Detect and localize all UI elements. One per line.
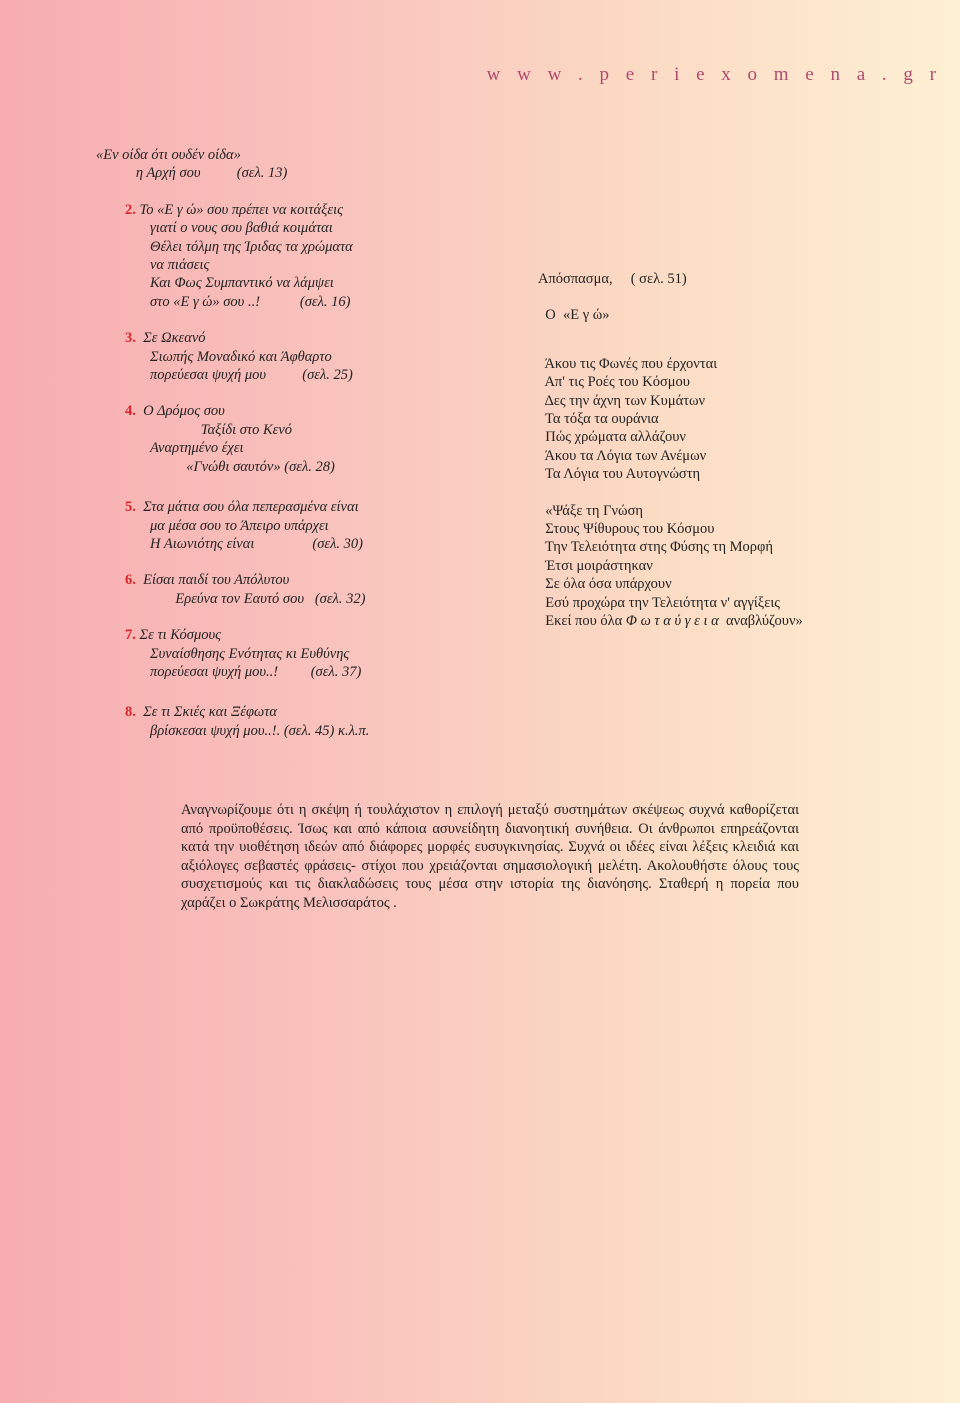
poem-line: Απ' τις Ροές του Κόσμου — [538, 374, 690, 391]
item-number: 4. — [125, 403, 136, 420]
item-line: Συναίσθησης Ενότητας κι Ευθύνης — [150, 645, 350, 662]
poem-line: Την Τελειότητα στης Φύσης τη Μορφή — [538, 539, 773, 556]
poem-line: Τα τόξα τα ουράνια — [538, 411, 659, 428]
item-line: στο «Ε γ ώ» σου ..! (σελ. 16) — [150, 293, 351, 310]
intro-line: η Αρχή σου (σελ. 13) — [96, 165, 288, 182]
item-line: Ταξίδι στο Κενό — [150, 421, 293, 438]
quote-item — [125, 498, 456, 553]
poem-line: Στους Ψίθυρους του Κόσμου — [538, 521, 715, 538]
poem-line: Εκεί που όλα Φ ω τ α ύ γ ε ι α αναβλύζουν» — [538, 613, 803, 630]
quote-item — [125, 201, 456, 311]
quotes-list — [96, 146, 456, 740]
site-url: w w w . p e r i e x o m e n a . g r — [486, 64, 942, 85]
item-line: Σιωπής Μοναδικό και Άφθαρτο — [150, 348, 332, 365]
item-number: 7. — [125, 627, 136, 644]
excerpt-heading: Απόσπασμα, ( σελ. 51) — [538, 271, 687, 287]
item-number: 5. — [125, 499, 136, 516]
poem-line: «Ψάξε τη Γνώση — [538, 502, 643, 519]
poem-line: Άκου τις Φωνές που έρχονται — [538, 355, 718, 372]
item-line: Το «Ε γ ώ» σου πρέπει να κοιτάξεις — [135, 201, 343, 218]
item-line: μα μέσα σου το Άπειρο υπάρχει — [150, 517, 329, 534]
item-line: γιατί ο νους σου βαθιά κοιμάται — [150, 220, 333, 237]
item-line: Σε τι Σκιές και Ξέφωτα — [135, 704, 278, 721]
poem-emphasis: Φ ω τ α ύ γ ε ι α — [625, 613, 719, 630]
item-number: 6. — [125, 572, 136, 589]
excerpt-poem — [538, 270, 938, 631]
item-line: Και Φως Συμπαντικό να λάμψει — [150, 275, 334, 292]
quote-item — [125, 703, 456, 740]
item-line: Ερεύνα τον Εαυτό σου (σελ. 32) — [150, 590, 366, 607]
item-number: 2. — [125, 201, 136, 218]
item-line: Ο Δρόμος σου — [135, 403, 225, 420]
poem-line: Άκου τα Λόγια των Ανέμων — [538, 447, 707, 464]
quote-item — [125, 402, 456, 476]
item-line: πορεύεσαι ψυχή μου (σελ. 25) — [150, 367, 353, 384]
item-line: Αναρτημένο έχει — [150, 440, 244, 457]
item-line: Η Αιωνιότης είναι (σελ. 30) — [150, 535, 363, 552]
item-line: βρίσκεσαι ψυχή μου..!. (σελ. 45) κ.λ.π. — [150, 722, 370, 739]
commentary-paragraph: Αναγνωρίζουμε ότι η σκέψη ή τουλάχιστον η επιλογή μεταξύ συστημάτων σκέψεως συχνά καθορίζεται από προϋποθέσεις. Ίσως και από κάποια ασυνείδητη διανοητική συνήθεια. Οι άνθρωποι επηρεάζονται κατά την υιοθέτηση ιδεών από διάφορες μορφές ευσυγκινησίας. Συχνά οι ιδέες είναι λέξεις κλειδιά και αξιόλογες σεβαστές φράσεις- στίχοι που χρειάζονται σημασιολογική μελέτη. Ακολουθήστε όλους τους συσχετισμούς και τις διακλαδώσεις τους μέσα στην ιστορία της διανόησης. Σταθερή η πορεία που χαράζει ο Σωκράτης Μελισσαράτος . — [181, 802, 799, 911]
quote-item — [125, 626, 456, 681]
item-number: 3. — [125, 330, 136, 347]
poem-line: Πώς χρώματα αλλάζουν — [538, 429, 686, 446]
quote-item — [125, 329, 456, 384]
poem-line: Δες την άχνη των Κυμάτων — [538, 392, 706, 409]
item-line: Σε Ωκεανό — [135, 330, 206, 347]
poem-line: Εσύ προχώρα την Τελειότητα ν' αγγίξεις — [538, 594, 780, 611]
item-line: Στα μάτια σου όλα πεπερασμένα είναι — [135, 499, 359, 516]
intro-line: «Εν οίδα ότι ουδέν οίδα» — [96, 147, 241, 163]
item-line: Θέλει τόλμη της Ίριδας τα χρώματα — [150, 238, 353, 255]
quote-item — [125, 571, 456, 608]
item-line: Σε τι Κόσμους — [135, 627, 222, 644]
item-line: να πιάσεις — [150, 257, 210, 274]
item-number: 8. — [125, 704, 136, 721]
item-line: πορεύεσαι ψυχή μου..! (σελ. 37) — [150, 663, 362, 680]
item-line: Είσαι παιδί του Απόλυτου — [135, 572, 290, 589]
poem-title: Ο «Ε γ ώ» — [538, 307, 610, 324]
poem-line: Έτσι μοιράστηκαν — [538, 557, 653, 574]
poem-line: Σε όλα όσα υπάρχουν — [538, 576, 672, 593]
poem-line: Τα Λόγια του Αυτογνώστη — [538, 466, 701, 483]
item-line: «Γνώθι σαυτόν» (σελ. 28) — [150, 458, 335, 475]
